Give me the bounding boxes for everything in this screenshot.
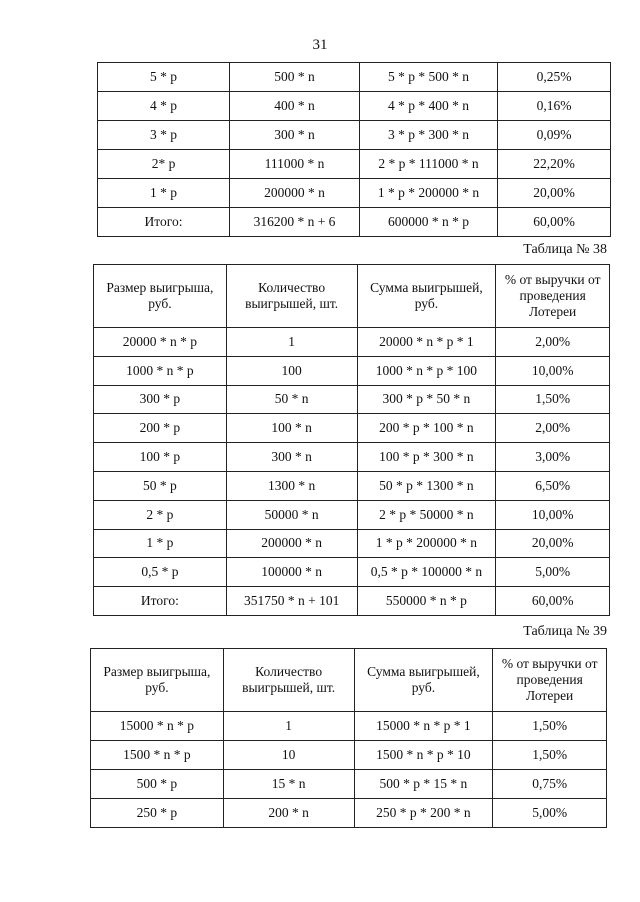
prize-table-39 bbox=[90, 648, 607, 828]
table-cell: 0,16% bbox=[498, 92, 611, 121]
table-cell: 1 * р bbox=[94, 529, 227, 558]
table-cell: 111000 * n bbox=[230, 150, 360, 179]
table-cell: 5 * р * 500 * n bbox=[360, 63, 498, 92]
prize-table-continued-body bbox=[98, 63, 611, 237]
table-cell: 10,00% bbox=[496, 500, 610, 529]
table-cell: 100 * р * 300 * n bbox=[357, 443, 496, 472]
table-row bbox=[94, 558, 610, 587]
table-row bbox=[98, 92, 611, 121]
table-cell: 0,5 * р bbox=[94, 558, 227, 587]
table-row bbox=[94, 529, 610, 558]
table-cell: 1500 * n * р bbox=[91, 741, 224, 770]
table-cell: 1 * р bbox=[98, 179, 230, 208]
table-row bbox=[94, 328, 610, 357]
table-cell: 2,00% bbox=[496, 414, 610, 443]
table-38-caption: Таблица № 38 bbox=[523, 242, 607, 257]
table-cell: 300 * р bbox=[94, 385, 227, 414]
table-cell: Итого: bbox=[94, 587, 227, 616]
table-cell: 15000 * n * р * 1 bbox=[354, 712, 493, 741]
table-header-row bbox=[94, 265, 610, 328]
table-cell: 3 * р bbox=[98, 121, 230, 150]
table-cell: 50000 * n bbox=[226, 500, 357, 529]
table-cell: 316200 * n + 6 bbox=[230, 208, 360, 237]
table-cell: 200000 * n bbox=[226, 529, 357, 558]
table-cell: 50 * n bbox=[226, 385, 357, 414]
table-cell: 200 * р * 100 * n bbox=[357, 414, 496, 443]
table-cell: 300 * n bbox=[226, 443, 357, 472]
table-total-row bbox=[98, 208, 611, 237]
table-row bbox=[94, 471, 610, 500]
table-cell: 300 * р * 50 * n bbox=[357, 385, 496, 414]
table-cell: 5,00% bbox=[493, 799, 607, 828]
table-cell: 250 * р * 200 * n bbox=[354, 799, 493, 828]
table-cell: 351750 * n + 101 bbox=[226, 587, 357, 616]
column-header: Сумма выигрышей, руб. bbox=[354, 649, 493, 712]
table-cell: 50 * р bbox=[94, 471, 227, 500]
table-cell: 5,00% bbox=[496, 558, 610, 587]
table-cell: 20,00% bbox=[496, 529, 610, 558]
table-cell: 6,50% bbox=[496, 471, 610, 500]
column-header: Количество выигрышей, шт. bbox=[223, 649, 354, 712]
table-row bbox=[91, 741, 607, 770]
table-row bbox=[94, 500, 610, 529]
table-cell: 1,50% bbox=[493, 741, 607, 770]
table-row bbox=[94, 356, 610, 385]
table-cell: 0,5 * р * 100000 * n bbox=[357, 558, 496, 587]
table-cell: 1,50% bbox=[493, 712, 607, 741]
table-cell: 1 * р * 200000 * n bbox=[357, 529, 496, 558]
table-cell: 100000 * n bbox=[226, 558, 357, 587]
table-cell: Итого: bbox=[98, 208, 230, 237]
table-total-row bbox=[94, 587, 610, 616]
table-cell: 1300 * n bbox=[226, 471, 357, 500]
table-cell: 15000 * n * р bbox=[91, 712, 224, 741]
table-cell: 200000 * n bbox=[230, 179, 360, 208]
table-row bbox=[94, 385, 610, 414]
column-header: % от выручки от проведения Лотереи bbox=[496, 265, 610, 328]
column-header: Количество выигрышей, шт. bbox=[226, 265, 357, 328]
table-cell: 22,20% bbox=[498, 150, 611, 179]
prize-table-continued bbox=[97, 62, 611, 237]
table-cell: 250 * р bbox=[91, 799, 224, 828]
table-row bbox=[91, 799, 607, 828]
table-cell: 15 * n bbox=[223, 770, 354, 799]
table-row bbox=[98, 179, 611, 208]
table-cell: 3 * р * 300 * n bbox=[360, 121, 498, 150]
table-row bbox=[91, 770, 607, 799]
table-cell: 60,00% bbox=[498, 208, 611, 237]
table-cell: 10 bbox=[223, 741, 354, 770]
table-cell: 1 * р * 200000 * n bbox=[360, 179, 498, 208]
table-cell: 0,09% bbox=[498, 121, 611, 150]
table-cell: 500 * n bbox=[230, 63, 360, 92]
page-number: 31 bbox=[312, 37, 328, 53]
table-cell: 5 * р bbox=[98, 63, 230, 92]
column-header: % от выручки от проведения Лотереи bbox=[493, 649, 607, 712]
table-cell: 2,00% bbox=[496, 328, 610, 357]
column-header: Размер выигрыша, руб. bbox=[94, 265, 227, 328]
table-cell: 600000 * n * р bbox=[360, 208, 498, 237]
table-cell: 100 * n bbox=[226, 414, 357, 443]
table-cell: 2 * р bbox=[94, 500, 227, 529]
table-cell: 2 * р * 111000 * n bbox=[360, 150, 498, 179]
table-cell: 2 * р * 50000 * n bbox=[357, 500, 496, 529]
table-cell: 500 * р bbox=[91, 770, 224, 799]
table-cell: 0,25% bbox=[498, 63, 611, 92]
table-row bbox=[91, 712, 607, 741]
table-39-caption: Таблица № 39 bbox=[523, 624, 607, 639]
table-cell: 550000 * n * р bbox=[357, 587, 496, 616]
table-cell: 20000 * n * р bbox=[94, 328, 227, 357]
table-cell: 1 bbox=[223, 712, 354, 741]
table-cell: 20,00% bbox=[498, 179, 611, 208]
table-cell: 200 * р bbox=[94, 414, 227, 443]
table-cell: 400 * n bbox=[230, 92, 360, 121]
table-cell: 2* р bbox=[98, 150, 230, 179]
prize-table-38-body bbox=[94, 265, 610, 616]
column-header: Сумма выигрышей, руб. bbox=[357, 265, 496, 328]
table-header-row bbox=[91, 649, 607, 712]
table-row bbox=[98, 150, 611, 179]
table-cell: 10,00% bbox=[496, 356, 610, 385]
table-row bbox=[94, 414, 610, 443]
table-cell: 4 * р * 400 * n bbox=[360, 92, 498, 121]
table-cell: 60,00% bbox=[496, 587, 610, 616]
table-row bbox=[94, 443, 610, 472]
table-cell: 100 * р bbox=[94, 443, 227, 472]
table-row bbox=[98, 121, 611, 150]
prize-table-39-body bbox=[91, 649, 607, 828]
table-cell: 500 * р * 15 * n bbox=[354, 770, 493, 799]
table-cell: 100 bbox=[226, 356, 357, 385]
table-cell: 3,00% bbox=[496, 443, 610, 472]
table-cell: 1 bbox=[226, 328, 357, 357]
table-cell: 1000 * n * р bbox=[94, 356, 227, 385]
table-cell: 50 * р * 1300 * n bbox=[357, 471, 496, 500]
table-cell: 200 * n bbox=[223, 799, 354, 828]
prize-table-38 bbox=[93, 264, 610, 616]
table-cell: 1000 * n * р * 100 bbox=[357, 356, 496, 385]
table-cell: 4 * р bbox=[98, 92, 230, 121]
table-cell: 1,50% bbox=[496, 385, 610, 414]
table-cell: 0,75% bbox=[493, 770, 607, 799]
table-cell: 1500 * n * р * 10 bbox=[354, 741, 493, 770]
table-cell: 20000 * n * р * 1 bbox=[357, 328, 496, 357]
table-row bbox=[98, 63, 611, 92]
table-cell: 300 * n bbox=[230, 121, 360, 150]
column-header: Размер выигрыша, руб. bbox=[91, 649, 224, 712]
